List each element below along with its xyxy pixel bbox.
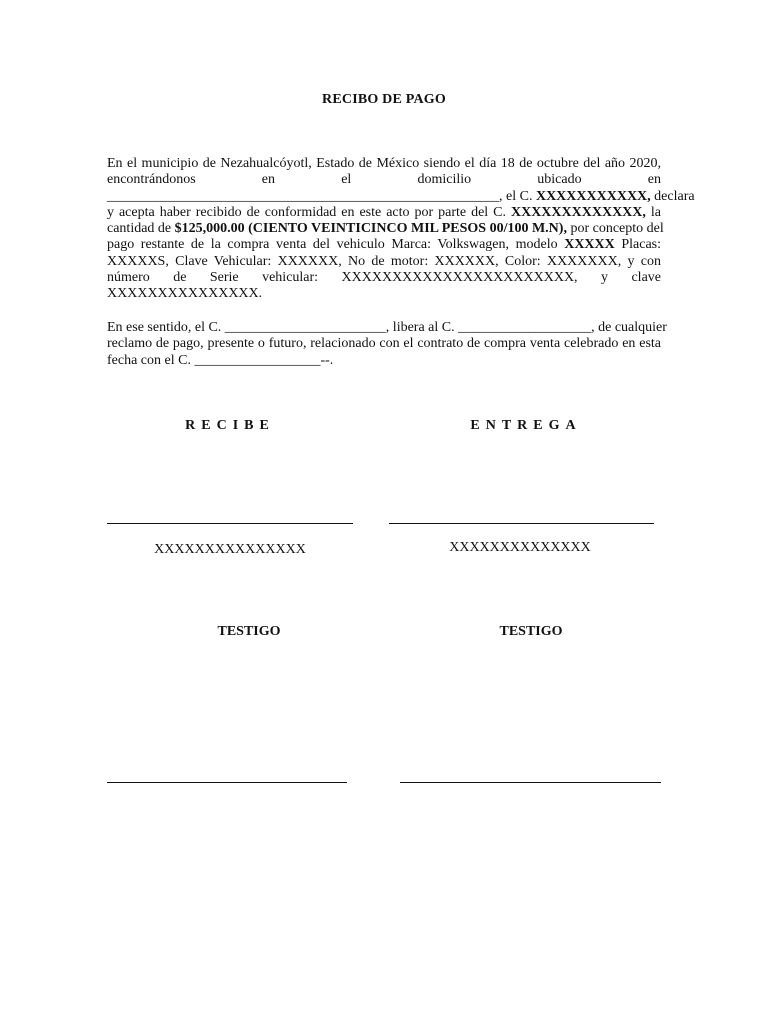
witness-signature-line-right: [400, 782, 661, 783]
witness-signature-line-left: [107, 782, 347, 783]
paragraph-line: [107, 237, 661, 253]
recibe-signature-line: [107, 523, 353, 524]
paragraph-line: fecha con el C. __________________--.: [107, 352, 334, 368]
recibe-heading: RECIBE: [185, 418, 275, 433]
text-fragment: cantidad de: [107, 221, 175, 237]
paragraph-line: encontrándonos en el domicilio ubicado en: [107, 172, 661, 188]
amount-text: $125,000.00 (CIENTO VEINTICINCO MIL PESOS 00/100 M.N),: [174, 221, 567, 237]
model-placeholder: XXXXX: [564, 237, 615, 253]
text-fragment: y acepta haber recibido de conformidad en este acto por parte del C.: [107, 204, 511, 220]
paragraph-line: número de Serie vehicular: XXXXXXXXXXXXXXXXXXXXXXX, y clave: [107, 270, 661, 286]
entrega-heading: ENTREGA: [470, 418, 582, 433]
seller-placeholder: XXXXXXXXXXXXX,: [510, 204, 646, 220]
entrega-signature-line: [389, 523, 654, 524]
paragraph-line: En ese sentido, el C. _______________________, libera al C. ___________________, de cualquier: [107, 320, 667, 335]
paragraph-line: [107, 205, 661, 221]
paragraph-line: [107, 188, 695, 205]
text-fragment: declara: [650, 188, 695, 204]
text-fragment: Placas:: [614, 237, 662, 253]
document-title: RECIBO DE PAGO: [322, 92, 446, 107]
paragraph-line: reclamo de pago, presente o futuro, relacionado con el contrato de compra venta celebrado en esta: [107, 336, 661, 352]
buyer-placeholder: XXXXXXXXXXX,: [535, 188, 651, 204]
text-fragment: ________________________________________________________, el C.: [107, 188, 536, 204]
receipt-paragraph: [107, 156, 695, 303]
recibe-signer-name: XXXXXXXXXXXXXXX: [154, 542, 306, 557]
text-fragment: pago restante de la compra venta del vehiculo Marca: Volkswagen, modelo: [107, 237, 565, 253]
paragraph-line: XXXXXS, Clave Vehicular: XXXXXX, No de motor: XXXXXX, Color: XXXXXXX, y con: [107, 253, 661, 269]
witness-heading-left: TESTIGO: [217, 624, 281, 639]
witness-heading-right: TESTIGO: [499, 624, 563, 639]
paragraph-line: En el municipio de Nezahualcóyotl, Estado de México siendo el día 18 de octubre del año 2020,: [107, 156, 661, 171]
paragraph-line: XXXXXXXXXXXXXXX.: [107, 286, 263, 302]
entrega-signer-name: XXXXXXXXXXXXXX: [449, 540, 591, 555]
text-fragment: por concepto del: [566, 221, 664, 237]
text-fragment: la: [645, 204, 661, 220]
paragraph-line: [107, 221, 664, 237]
release-paragraph: [107, 320, 667, 369]
